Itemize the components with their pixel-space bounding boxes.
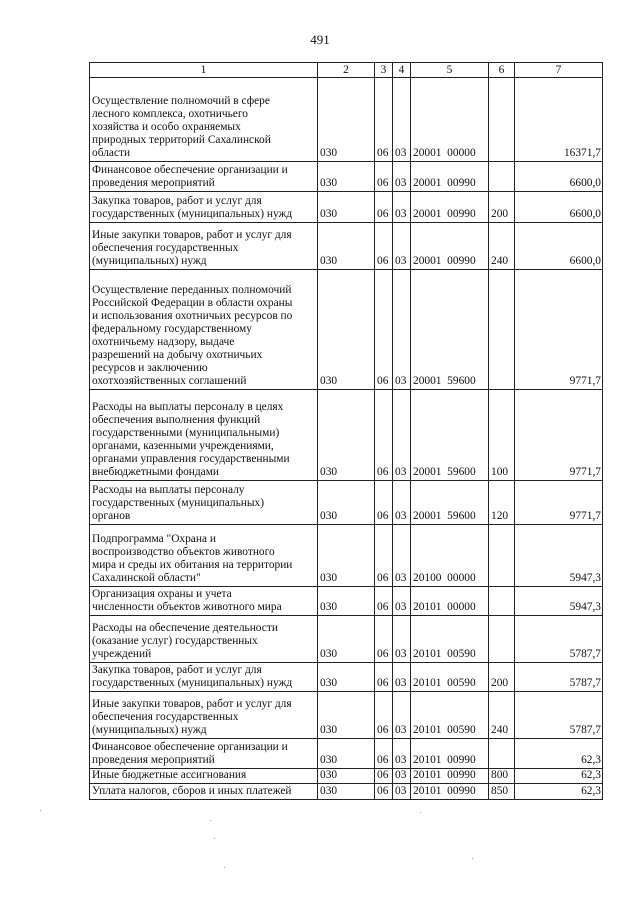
table-row — [90, 390, 603, 481]
row-expense-type — [489, 270, 515, 390]
row-name: Иные закупки товаров, работ и услуг для обеспечения государственных (муниципальных) нужд — [90, 223, 318, 270]
table-row — [90, 481, 603, 525]
row-target-article: 20001 00990 — [411, 192, 489, 223]
row-section: 06 — [375, 525, 393, 587]
row-amount: 9771,7 — [515, 481, 603, 525]
row-name: Расходы на выплаты персоналу государственных (муниципальных) органов — [90, 481, 318, 525]
row-target-article: 20101 00590 — [411, 692, 489, 739]
column-header-ministry: 2 — [318, 63, 375, 78]
table-row — [90, 78, 603, 162]
row-amount: 6600,0 — [515, 223, 603, 270]
row-expense-type — [489, 78, 515, 162]
row-target-article: 20001 59600 — [411, 270, 489, 390]
row-subsection: 03 — [393, 223, 411, 270]
page-number: 491 — [310, 32, 330, 47]
row-expense-type: 850 — [489, 784, 515, 800]
row-target-article: 20001 00990 — [411, 223, 489, 270]
table-row — [90, 525, 603, 587]
row-section: 06 — [375, 78, 393, 162]
column-header-subsection: 4 — [393, 63, 411, 78]
row-target-article: 20001 00000 — [411, 78, 489, 162]
row-subsection: 03 — [393, 78, 411, 162]
row-section: 06 — [375, 784, 393, 800]
row-name: Организация охраны и учета численности объектов животного мира — [90, 587, 318, 616]
row-ministry: 030 — [318, 162, 375, 192]
row-expense-type — [489, 162, 515, 192]
row-section: 06 — [375, 223, 393, 270]
row-ministry: 030 — [318, 784, 375, 800]
row-target-article: 20101 00590 — [411, 616, 489, 663]
column-header-name: 1 — [90, 63, 318, 78]
row-expense-type: 200 — [489, 663, 515, 692]
table-row — [90, 739, 603, 769]
row-section: 06 — [375, 692, 393, 739]
row-ministry: 030 — [318, 481, 375, 525]
row-section: 06 — [375, 663, 393, 692]
row-expense-type — [489, 525, 515, 587]
row-name: Закупка товаров, работ и услуг для государственных (муниципальных) нужд — [90, 663, 318, 692]
table-row — [90, 616, 603, 663]
column-header-target-article: 5 — [411, 63, 489, 78]
row-amount: 9771,7 — [515, 390, 603, 481]
row-ministry: 030 — [318, 616, 375, 663]
row-amount: 62,3 — [515, 769, 603, 784]
row-target-article: 20101 00990 — [411, 784, 489, 800]
row-ministry: 030 — [318, 769, 375, 784]
row-expense-type — [489, 587, 515, 616]
row-subsection: 03 — [393, 692, 411, 739]
table-header-row — [90, 63, 603, 78]
row-name: Финансовое обеспечение организации и проведения мероприятий — [90, 162, 318, 192]
row-name: Расходы на выплаты персоналу в целях обеспечения выполнения функций государственными (муниципальными) органами, казенными учреждениями, органами управления государственными внебюджетными фондами — [90, 390, 318, 481]
row-section: 06 — [375, 481, 393, 525]
table-row — [90, 784, 603, 800]
row-target-article: 20001 59600 — [411, 390, 489, 481]
row-name: Осуществление переданных полномочий Российской Федерации в области охраны и использования охотничьих ресурсов по федеральному государственному охотничьему надзору, выдаче разрешений на добычу охотничьих ресурсов и заключению охотхозяйственных соглашений — [90, 270, 318, 390]
row-amount: 5787,7 — [515, 663, 603, 692]
row-name: Закупка товаров, работ и услуг для государственных (муниципальных) нужд — [90, 192, 318, 223]
table-row — [90, 663, 603, 692]
row-subsection: 03 — [393, 162, 411, 192]
row-section: 06 — [375, 390, 393, 481]
row-expense-type — [489, 739, 515, 769]
table-row — [90, 223, 603, 270]
row-target-article: 20100 00000 — [411, 525, 489, 587]
row-ministry: 030 — [318, 223, 375, 270]
row-target-article: 20101 00990 — [411, 739, 489, 769]
column-header-section: 3 — [375, 63, 393, 78]
row-ministry: 030 — [318, 270, 375, 390]
column-header-expense-type: 6 — [489, 63, 515, 78]
row-section: 06 — [375, 739, 393, 769]
row-subsection: 03 — [393, 587, 411, 616]
row-target-article: 20101 00990 — [411, 769, 489, 784]
row-expense-type: 200 — [489, 192, 515, 223]
row-amount: 6600,0 — [515, 192, 603, 223]
row-subsection: 03 — [393, 769, 411, 784]
row-expense-type — [489, 616, 515, 663]
row-amount: 16371,7 — [515, 78, 603, 162]
row-target-article: 20001 00990 — [411, 162, 489, 192]
row-subsection: 03 — [393, 481, 411, 525]
row-amount: 62,3 — [515, 739, 603, 769]
budget-table — [89, 62, 603, 800]
row-amount: 5947,3 — [515, 587, 603, 616]
row-name: Расходы на обеспечение деятельности (оказание услуг) государственных учреждений — [90, 616, 318, 663]
row-name: Иные бюджетные ассигнования — [90, 769, 318, 784]
row-name: Финансовое обеспечение организации и проведения мероприятий — [90, 739, 318, 769]
row-ministry: 030 — [318, 692, 375, 739]
row-ministry: 030 — [318, 390, 375, 481]
row-ministry: 030 — [318, 663, 375, 692]
row-expense-type: 800 — [489, 769, 515, 784]
row-amount: 62,3 — [515, 784, 603, 800]
column-header-amount: 7 — [515, 63, 603, 78]
row-subsection: 03 — [393, 616, 411, 663]
row-name: Иные закупки товаров, работ и услуг для обеспечения государственных (муниципальных) нужд — [90, 692, 318, 739]
row-name: Подпрограмма "Охрана и воспроизводство объектов животного мира и среды их обитания на территории Сахалинской области" — [90, 525, 318, 587]
row-expense-type: 240 — [489, 692, 515, 739]
row-subsection: 03 — [393, 270, 411, 390]
row-target-article: 20001 59600 — [411, 481, 489, 525]
row-ministry: 030 — [318, 78, 375, 162]
row-section: 06 — [375, 192, 393, 223]
row-subsection: 03 — [393, 390, 411, 481]
row-subsection: 03 — [393, 525, 411, 587]
row-ministry: 030 — [318, 587, 375, 616]
row-name: Осуществление полномочий в сфере лесного комплекса, охотничьего хозяйства и особо охраняемых природных территорий Сахалинской области — [90, 78, 318, 162]
row-ministry: 030 — [318, 525, 375, 587]
row-subsection: 03 — [393, 663, 411, 692]
table-row — [90, 162, 603, 192]
row-amount: 6600,0 — [515, 162, 603, 192]
row-expense-type: 100 — [489, 390, 515, 481]
row-amount: 9771,7 — [515, 270, 603, 390]
row-section: 06 — [375, 270, 393, 390]
table-row — [90, 769, 603, 784]
row-amount: 5787,7 — [515, 692, 603, 739]
row-amount: 5787,7 — [515, 616, 603, 663]
table-row — [90, 587, 603, 616]
row-subsection: 03 — [393, 784, 411, 800]
table-row — [90, 270, 603, 390]
row-expense-type: 120 — [489, 481, 515, 525]
row-ministry: 030 — [318, 739, 375, 769]
row-name: Уплата налогов, сборов и иных платежей — [90, 784, 318, 800]
row-section: 06 — [375, 162, 393, 192]
row-section: 06 — [375, 587, 393, 616]
row-expense-type: 240 — [489, 223, 515, 270]
row-subsection: 03 — [393, 192, 411, 223]
row-target-article: 20101 00590 — [411, 663, 489, 692]
row-subsection: 03 — [393, 739, 411, 769]
row-section: 06 — [375, 769, 393, 784]
row-target-article: 20101 00000 — [411, 587, 489, 616]
row-ministry: 030 — [318, 192, 375, 223]
table-row — [90, 692, 603, 739]
row-amount: 5947,3 — [515, 525, 603, 587]
row-section: 06 — [375, 616, 393, 663]
table-row — [90, 192, 603, 223]
